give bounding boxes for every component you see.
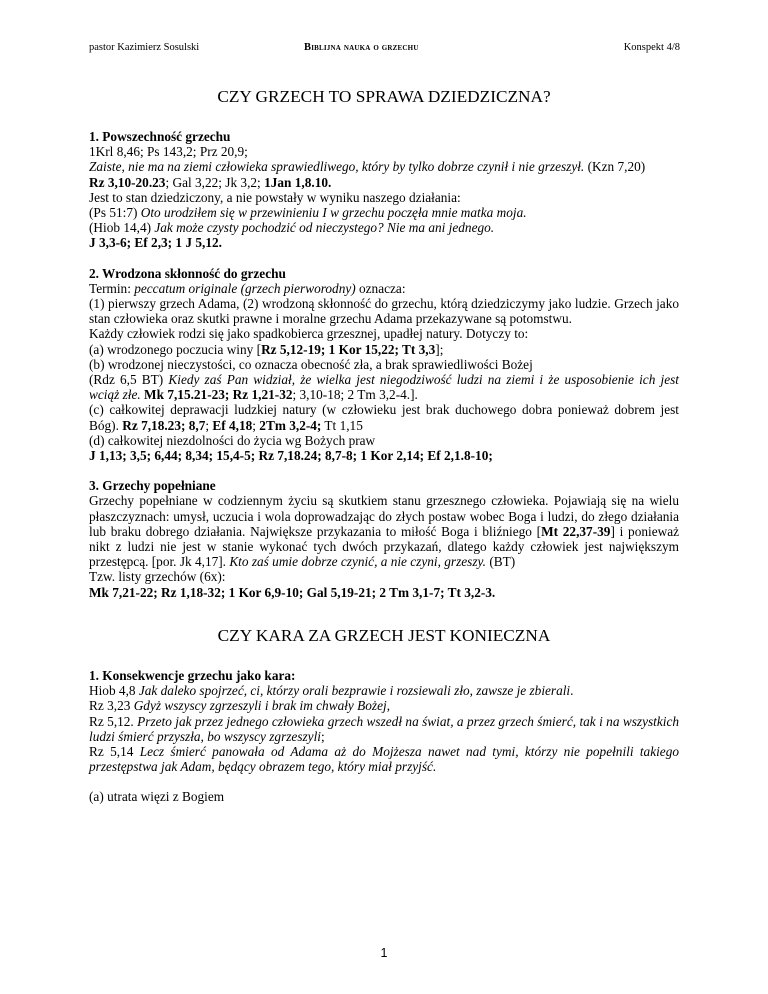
quote: Jak daleko spojrzeć, ci, którzy orali bezprawie i rozsiewali zło, zawsze je zbierali xyxy=(138,683,571,699)
reference: 1Krl 8,46; Ps 143,2; Prz 20,9; xyxy=(89,144,248,160)
paragraph: Tzw. listy grzechów (6x): xyxy=(89,569,226,585)
text: ] i ponieważ nikt z ludzi nie jest w stanie wykonać tych dwóch przykazań, dlatego każdy człowiek jest największym przestępcą. [por. Jk 4,17]. xyxy=(89,523,679,570)
page-number: 1 xyxy=(380,946,388,960)
reference: Rz 5,12. xyxy=(89,713,138,729)
text: (a) wrodzonego poczucia winy [ xyxy=(89,341,262,357)
section-heading: 1. Powszechność grzechu xyxy=(89,129,231,144)
reference: Tt 1,15 xyxy=(321,417,363,433)
reference-bold: Mt 22,37-39 xyxy=(541,523,611,539)
reference-bold: Rz 5,12-19; 1 Kor 15,22; Tt 3,3 xyxy=(261,341,436,357)
reference-bold: Rz 7,18.23; 8,7 xyxy=(122,417,206,433)
section-committed-sins xyxy=(89,478,679,600)
reference-bold: Mk 7,21-22; Rz 1,18-32; 1 Kor 6,9-10; Gal 5,19-21; 2 Tm 3,1-7; Tt 3,2-3. xyxy=(89,584,496,600)
section-heading: 1. Konsekwencje grzechu jako kara: xyxy=(89,667,296,683)
reference: (BT) xyxy=(486,554,516,570)
paragraph xyxy=(89,714,679,744)
list-item xyxy=(89,342,679,357)
reference-bold: Ef 4,18 xyxy=(212,417,253,433)
quote: Gdyż wszyscy zgrzeszyli i brak im chwały Bożej xyxy=(133,698,387,714)
paragraph: Jest to stan dziedziczony, a nie powstały w wyniku naszego działania: xyxy=(89,189,461,205)
text: oznacza: xyxy=(355,280,406,296)
text: Termin: xyxy=(89,280,135,296)
text: ; xyxy=(205,417,213,433)
header-subject: Biblijna nauka o grzechu xyxy=(304,42,419,53)
paragraph xyxy=(89,372,679,402)
quote: Kiedy zaś Pan widział, że wielka jest niegodziwość ludzi na ziemi i że usposobienie ich jest wciąż złe. xyxy=(89,372,679,403)
paragraph xyxy=(89,235,679,250)
paragraph xyxy=(89,175,679,190)
reference: (Rdz 6,5 BT) xyxy=(89,372,169,388)
list-item: (b) wrodzonej nieczystości, co oznacza obecność zła, a brak sprawiedliwości Bożej xyxy=(89,356,533,372)
quote: Jak może czysty pochodzić od nieczystego? Nie ma ani jednego. xyxy=(154,220,495,236)
reference: Hiob 4,8 xyxy=(89,683,139,699)
paragraph xyxy=(89,698,679,713)
reference-bold: J 3,3-6; Ef 2,3; 1 J 5,12. xyxy=(89,235,222,251)
reference: (Hiob 14,4) xyxy=(89,220,155,236)
term: peccatum originale (grzech pierworodny) xyxy=(134,280,356,296)
document-body xyxy=(89,87,679,805)
reference-bold: J 1,13; 3,5; 6,44; 8,34; 15,4-5; Rz 7,18.24; 8,7-8; 1 Kor 2,14; Ef 2,1.8-10; xyxy=(89,448,493,464)
section-universality xyxy=(89,129,679,251)
reference-bold: Mk 7,15.21-23; Rz 1,21-32 xyxy=(144,387,293,403)
paragraph xyxy=(89,159,679,174)
section-innate-tendency xyxy=(89,266,679,464)
paragraph: Każdy człowiek rodzi się jako spadkobierca grzesznej, upadłej natury. Dotyczy to: xyxy=(89,326,529,342)
paragraph xyxy=(89,205,679,220)
text: ; xyxy=(320,728,325,744)
reference: ; Gal 3,22; Jk 3,2; xyxy=(165,174,265,190)
second-title: CZY KARA ZA GRZECH JEST KONIECZNA xyxy=(217,625,551,645)
text: ]; xyxy=(435,341,444,357)
main-title: CZY GRZECH TO SPRAWA DZIEDZICZNA? xyxy=(217,87,551,106)
list-item: (a) utrata więzi z Bogiem xyxy=(89,789,225,805)
reference: (Ps 51:7) xyxy=(89,205,141,221)
header-doc-ref: Konspekt 4/8 xyxy=(623,42,680,53)
reference: ; 3,10-18; 2 Tm 3,2-4.]. xyxy=(292,387,418,403)
list-item: (d) całkowitej niezdolności do życia wg Bożych praw xyxy=(89,432,376,448)
text: , xyxy=(386,698,391,714)
paragraph xyxy=(89,448,679,463)
quote: Kto zaś umie dobrze czynić, a nie czyni, grzeszy. xyxy=(229,554,486,570)
section-heading: 2. Wrodzona skłonność do grzechu xyxy=(89,265,286,281)
paragraph xyxy=(89,220,679,235)
text: . xyxy=(570,683,574,699)
quote: Lecz śmierć panowała od Adama aż do Mojżesza nawet nad tymi, którzy nie popełnili takiego przestępstwa jak Adam, będący obrazem tego, który miał przyjść. xyxy=(89,743,679,775)
page-header xyxy=(89,42,680,56)
paragraph xyxy=(89,585,679,600)
paragraph xyxy=(89,144,679,159)
quote: Zaiste, nie ma na ziemi człowieka sprawiedliwego, który by tylko dobrze czynił i nie grzeszył. xyxy=(89,159,585,175)
reference-bold: Rz 3,10-20.23 xyxy=(89,174,166,190)
text: (c) całkowitej deprawacji ludzkiej natury (w człowieku jest brak duchowego dobra ponieważ dobrem jest Bóg). xyxy=(89,402,679,433)
section-consequences xyxy=(89,668,679,805)
quote: Oto urodziłem się w przewinieniu I w grzechu poczęła mnie matka moja. xyxy=(140,205,527,221)
paragraph xyxy=(89,281,679,296)
header-author: pastor Kazimierz Sosulski xyxy=(89,42,200,53)
reference: Rz 5,14 xyxy=(89,743,140,759)
paragraph: (1) pierwszy grzech Adama, (2) wrodzoną skłonność do grzechu, którą dziedziczymy jako ludzie. Grzech jako stan człowieka oraz skutki prawne i moralne grzechu Adama przekazywane są potomstwu. xyxy=(89,296,679,327)
quote: Przeto jak przez jednego człowieka grzech wszedł na świat, a przez grzech śmierć, tak i na wszystkich ludzi śmierć przyszła, bo wszyscy zgrzeszyli xyxy=(89,713,680,744)
text: ; xyxy=(252,417,260,433)
reference: (Kzn 7,20) xyxy=(584,159,646,175)
reference-bold: 2Tm 3,2-4; xyxy=(259,417,322,433)
section-heading: 3. Grzechy popełniane xyxy=(89,478,216,494)
list-item xyxy=(89,402,679,432)
paragraph xyxy=(89,683,679,698)
reference: Rz 3,23 xyxy=(89,698,134,714)
paragraph xyxy=(89,744,679,774)
paragraph xyxy=(89,493,679,569)
reference-bold: 1Jan 1,8.10. xyxy=(264,174,332,190)
text: Grzechy popełniane w codziennym życiu są skutkiem stanu grzesznego człowieka. Pojawiają się na wielu płaszczyznach: umysł, uczucia i wola doprowadzając do złych postaw wobec Boga i ludzi, do złego działania lub braku dobrego działania. Największe przykazania to miłość Boga i bliźniego [ xyxy=(89,493,679,539)
